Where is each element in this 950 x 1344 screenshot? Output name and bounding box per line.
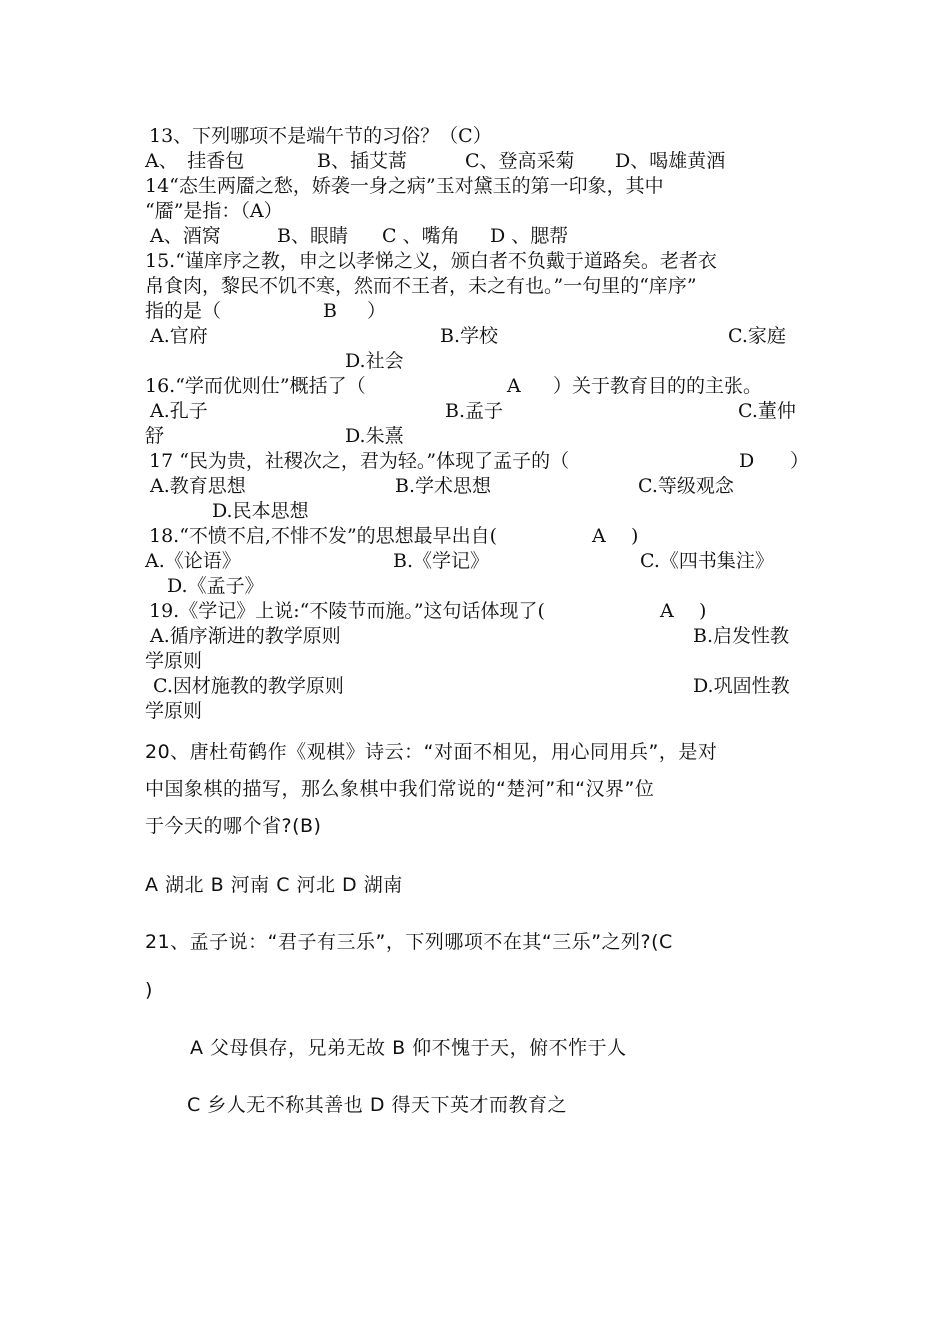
- q15-options: [145, 324, 805, 349]
- q16-stem: [145, 374, 805, 399]
- q19-option-d-cont: 学原则: [145, 700, 203, 722]
- q21-stem-line-2: ): [145, 979, 153, 1001]
- q20-options: A 湖北 B 河南 C 河北 D 湖南: [145, 874, 403, 896]
- q18-stem-close: ): [631, 525, 639, 547]
- q14-stem-line-1: 14“态生两靥之愁，娇袭一身之病”玉对黛玉的第一印象，其中: [145, 175, 664, 197]
- q18-answer: A: [592, 525, 606, 547]
- q19-stem-text: 19.《学记》上说:“不陵节而施。”这句话体现了(: [149, 600, 545, 622]
- q18-option-b: B.《学记》: [393, 550, 490, 572]
- q19-option-a: A.循序渐进的教学原则: [150, 625, 341, 647]
- q20-stem-line-1: 20、唐杜荀鹤作《观棋》诗云：“对面不相见，用心同用兵”，是对: [145, 741, 718, 763]
- q19-options-row-2: [145, 674, 805, 699]
- q17-stem-text: 17 “民为贵，社稷次之，君为轻。”体现了孟子的（: [149, 450, 570, 472]
- q18-option-a: A.《论语》: [145, 550, 241, 572]
- q16-answer: A: [507, 375, 521, 397]
- q15-stem-line-3: [145, 299, 805, 324]
- q15-option-a: A.官府: [150, 325, 208, 347]
- q13-option-a: A、 挂香包: [145, 150, 245, 172]
- q19-stem: [145, 599, 805, 624]
- q17-option-c: C.等级观念: [638, 475, 734, 497]
- q16-stem-close: ）关于教育目的的主张。: [553, 375, 763, 397]
- q17-answer: D: [739, 450, 755, 472]
- q19-answer: A: [660, 600, 674, 622]
- q18-option-d: D.《孟子》: [167, 575, 264, 597]
- q14-options: [145, 224, 805, 249]
- q13-option-d: D、喝雄黄酒: [615, 150, 726, 172]
- q18-stem-text: 18.“不愤不启,不悱不发”的思想最早出自(: [149, 525, 498, 547]
- q21-options-row-1: A 父母俱存，兄弟无故 B 仰不愧于天，俯不怍于人: [190, 1037, 627, 1059]
- q20-stem-line-3: 于今天的哪个省?(B): [145, 815, 322, 837]
- q14-option-b: B、眼睛: [277, 225, 348, 247]
- q19-stem-close: ): [699, 600, 707, 622]
- q13-option-c: C、登高采菊: [465, 150, 575, 172]
- q16-option-a: A.孔子: [150, 400, 208, 422]
- q19-option-c: C.因材施教的教学原则: [153, 675, 344, 697]
- q19-option-d: D.巩固性教: [693, 675, 790, 697]
- q21-stem-line-1: 21、孟子说：“君子有三乐”，下列哪项不在其“三乐”之列?(C: [145, 931, 673, 953]
- q15-option-c: C.家庭: [728, 325, 786, 347]
- q19-option-b: B.启发性教: [693, 625, 790, 647]
- q15-stem-text: 指的是（: [145, 300, 222, 322]
- q18-stem: [145, 524, 805, 549]
- q19-option-b-cont: 学原则: [145, 650, 203, 672]
- q15-stem-line-2: 帛食肉，黎民不饥不寒，然而不王者，未之有也。”一句里的“庠序”: [145, 275, 697, 297]
- q20-stem-line-2: 中国象棋的描写，那么象棋中我们常说的“楚河”和“汉界”位: [145, 778, 655, 800]
- q18-options: [145, 549, 805, 574]
- q19-options-row-1: [145, 624, 805, 649]
- q15-answer: B: [323, 300, 337, 322]
- q17-option-b: B.学术思想: [395, 475, 492, 497]
- q14-option-d: D 、腮帮: [490, 225, 569, 247]
- q18-option-c: C.《四书集注》: [640, 550, 774, 572]
- q16-option-b: B.孟子: [445, 400, 504, 422]
- q15-option-d: D.社会: [345, 350, 404, 372]
- q16-stem-text: 16.“学而优则仕”概括了（: [145, 375, 366, 397]
- q17-options: [145, 474, 805, 499]
- q17-option-a: A.教育思想: [150, 475, 246, 497]
- q16-option-c: C.董仲: [738, 400, 796, 422]
- q17-option-d: D.民本思想: [212, 500, 309, 522]
- q16-options: [145, 399, 805, 424]
- q16-option-c-cont: 舒: [145, 425, 165, 447]
- q14-stem-line-2: “靥”是指：（A）: [145, 200, 283, 222]
- q17-stem: [145, 449, 810, 474]
- q17-stem-close: ）: [790, 450, 810, 472]
- q21-options-row-2: C 乡人无不称其善也 D 得天下英才而教育之: [187, 1094, 568, 1116]
- q13-stem: 13、下列哪项不是端午节的习俗？（C）: [149, 125, 492, 147]
- q15-stem-line-1: 15.“谨庠序之教，申之以孝悌之义，颁白者不负戴于道路矣。老者衣: [145, 250, 717, 272]
- q14-option-c: C 、嘴角: [382, 225, 460, 247]
- q15-option-b: B.学校: [440, 325, 499, 347]
- q14-option-a: A、酒窝: [150, 225, 221, 247]
- q15-stem-close: ）: [367, 300, 387, 322]
- q13-options: [145, 149, 805, 174]
- q16-options-cont: [145, 424, 805, 449]
- q13-option-b: B、插艾蒿: [317, 150, 407, 172]
- q16-option-d: D.朱熹: [345, 425, 404, 447]
